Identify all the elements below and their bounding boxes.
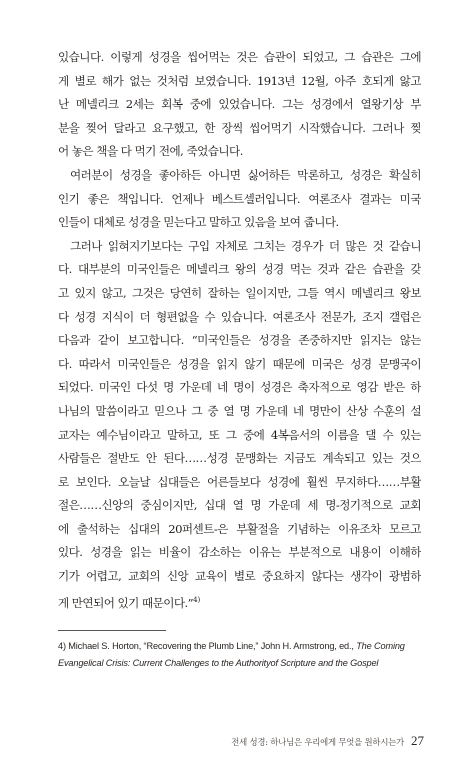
paragraph-1 bbox=[58, 46, 421, 164]
text-line: 다. 대부분의 미국인들은 메넬리크 왕의 성경 먹는 것과 같은 습관을 갖 bbox=[58, 262, 421, 277]
footnote-divider bbox=[58, 630, 166, 631]
footnote-line-2 bbox=[58, 655, 424, 672]
text-line-content: 게 만연되어 있기 때문이다.” bbox=[58, 595, 194, 610]
footnote bbox=[58, 638, 424, 672]
text-line: 나님의 말씀이라고 믿으나 그 중 열 명 가운데 네 명만이 산상 수훈의 설 bbox=[58, 403, 421, 418]
footnote-book-title-end: Evangelical Crisis: Current Challenges to the Authorityof Scripture and the Gospel bbox=[58, 658, 379, 668]
footnote-ref[interactable]: 4) bbox=[193, 595, 201, 604]
text-line: 난 메넬리크 2세는 회복 중에 있었습니다. 그는 성경에서 열왕기상 부 bbox=[58, 97, 421, 112]
footnote-citation: Michael S. Horton, “Recovering the Plumb Line,” John H. Armstrong, ed., bbox=[68, 641, 357, 651]
text-line: 에 출석하는 십대의 20퍼센트-은 부활절을 기념하는 이유조차 모르고 bbox=[58, 521, 421, 536]
text-line: 있다. 성경을 읽는 비율이 감소하는 이유는 부분적으로 내용이 이해하 bbox=[58, 545, 421, 560]
text-line: 다음과 같이 보고합니다. “미국인들은 성경을 존중하지만 읽지는 않는 bbox=[58, 333, 421, 348]
text-line: 절은……신앙의 중심이지만, 십대 열 명 가운데 세 명-정기적으로 교회 bbox=[58, 498, 421, 513]
text-line: 다. 따라서 미국인들은 성경을 읽지 않기 때문에 미국은 성경 문맹국이 bbox=[58, 356, 421, 371]
text-line: 로 보인다. 오늘날 십대들은 어른들보다 성경에 훨씬 무지하다……부활 bbox=[58, 474, 421, 489]
text-line: 다 성경 지식이 더 형편없을 수 있습니다. 여론조사 전문가, 조지 갤럽은 bbox=[58, 309, 421, 324]
text-line: 분을 찢어 달라고 요구했고, 한 장씩 씹어먹기 시작했습니다. 그러나 찢 bbox=[58, 120, 421, 135]
page-number: 27 bbox=[411, 733, 424, 748]
text-line: 인들이 대체로 성경을 믿는다고 말하고 있음을 보여 줍니다. bbox=[58, 215, 339, 230]
footnote-number: 4) bbox=[58, 641, 66, 651]
body-text bbox=[58, 46, 421, 612]
footnote-book-title-start: The Coming bbox=[356, 641, 405, 651]
text-line: 어 놓은 책을 다 먹기 전에, 죽었습니다. bbox=[58, 144, 243, 159]
running-title: 전세 성경: 하나님은 우리에게 무엇을 원하시는가 bbox=[231, 737, 404, 747]
paragraph-3 bbox=[58, 235, 421, 613]
text-line: 사람들은 절반도 안 된다……성경 문맹화는 지금도 계속되고 있는 것으 bbox=[58, 451, 421, 466]
text-line: 있습니다. 이렇게 성경을 씹어먹는 것은 습관이 되었고, 그 습관은 그에 bbox=[58, 50, 421, 64]
text-line: 기가 어렵고, 교회의 신앙 교육이 별로 중요하지 않다는 생각이 광범하 bbox=[58, 569, 421, 584]
text-line-final bbox=[58, 589, 421, 613]
text-line: 교자는 예수님이라고 말하고, 또 그 중에 4복음서의 이름을 댈 수 있는 bbox=[58, 427, 421, 442]
text-line: 되었다. 미국인 다섯 명 가운데 네 명이 성경은 축자적으로 영감 받은 하 bbox=[58, 380, 421, 395]
text-line: 인기 좋은 책입니다. 언제나 베스트셀러입니다. 여론조사 결과는 미국 bbox=[58, 191, 421, 206]
text-line: 여러분이 성경을 좋아하든 아니면 싫어하든 막론하고, 성경은 확실히 bbox=[70, 167, 421, 182]
text-line: 게 별로 해가 없는 것처럼 보였습니다. 1913년 12월, 아주 호되게 앓고 bbox=[58, 73, 421, 88]
paragraph-2 bbox=[58, 164, 421, 235]
text-line: 그러나 읽혀지기보다는 구입 자체로 그치는 경우가 더 많은 것 같습니 bbox=[70, 238, 421, 253]
footnote-line-1 bbox=[58, 638, 424, 655]
text-line: 고 있지 않고, 그것은 당연히 잘하는 일이지만, 그들 역시 메넬리크 왕보 bbox=[58, 285, 421, 300]
running-footer bbox=[231, 733, 424, 749]
